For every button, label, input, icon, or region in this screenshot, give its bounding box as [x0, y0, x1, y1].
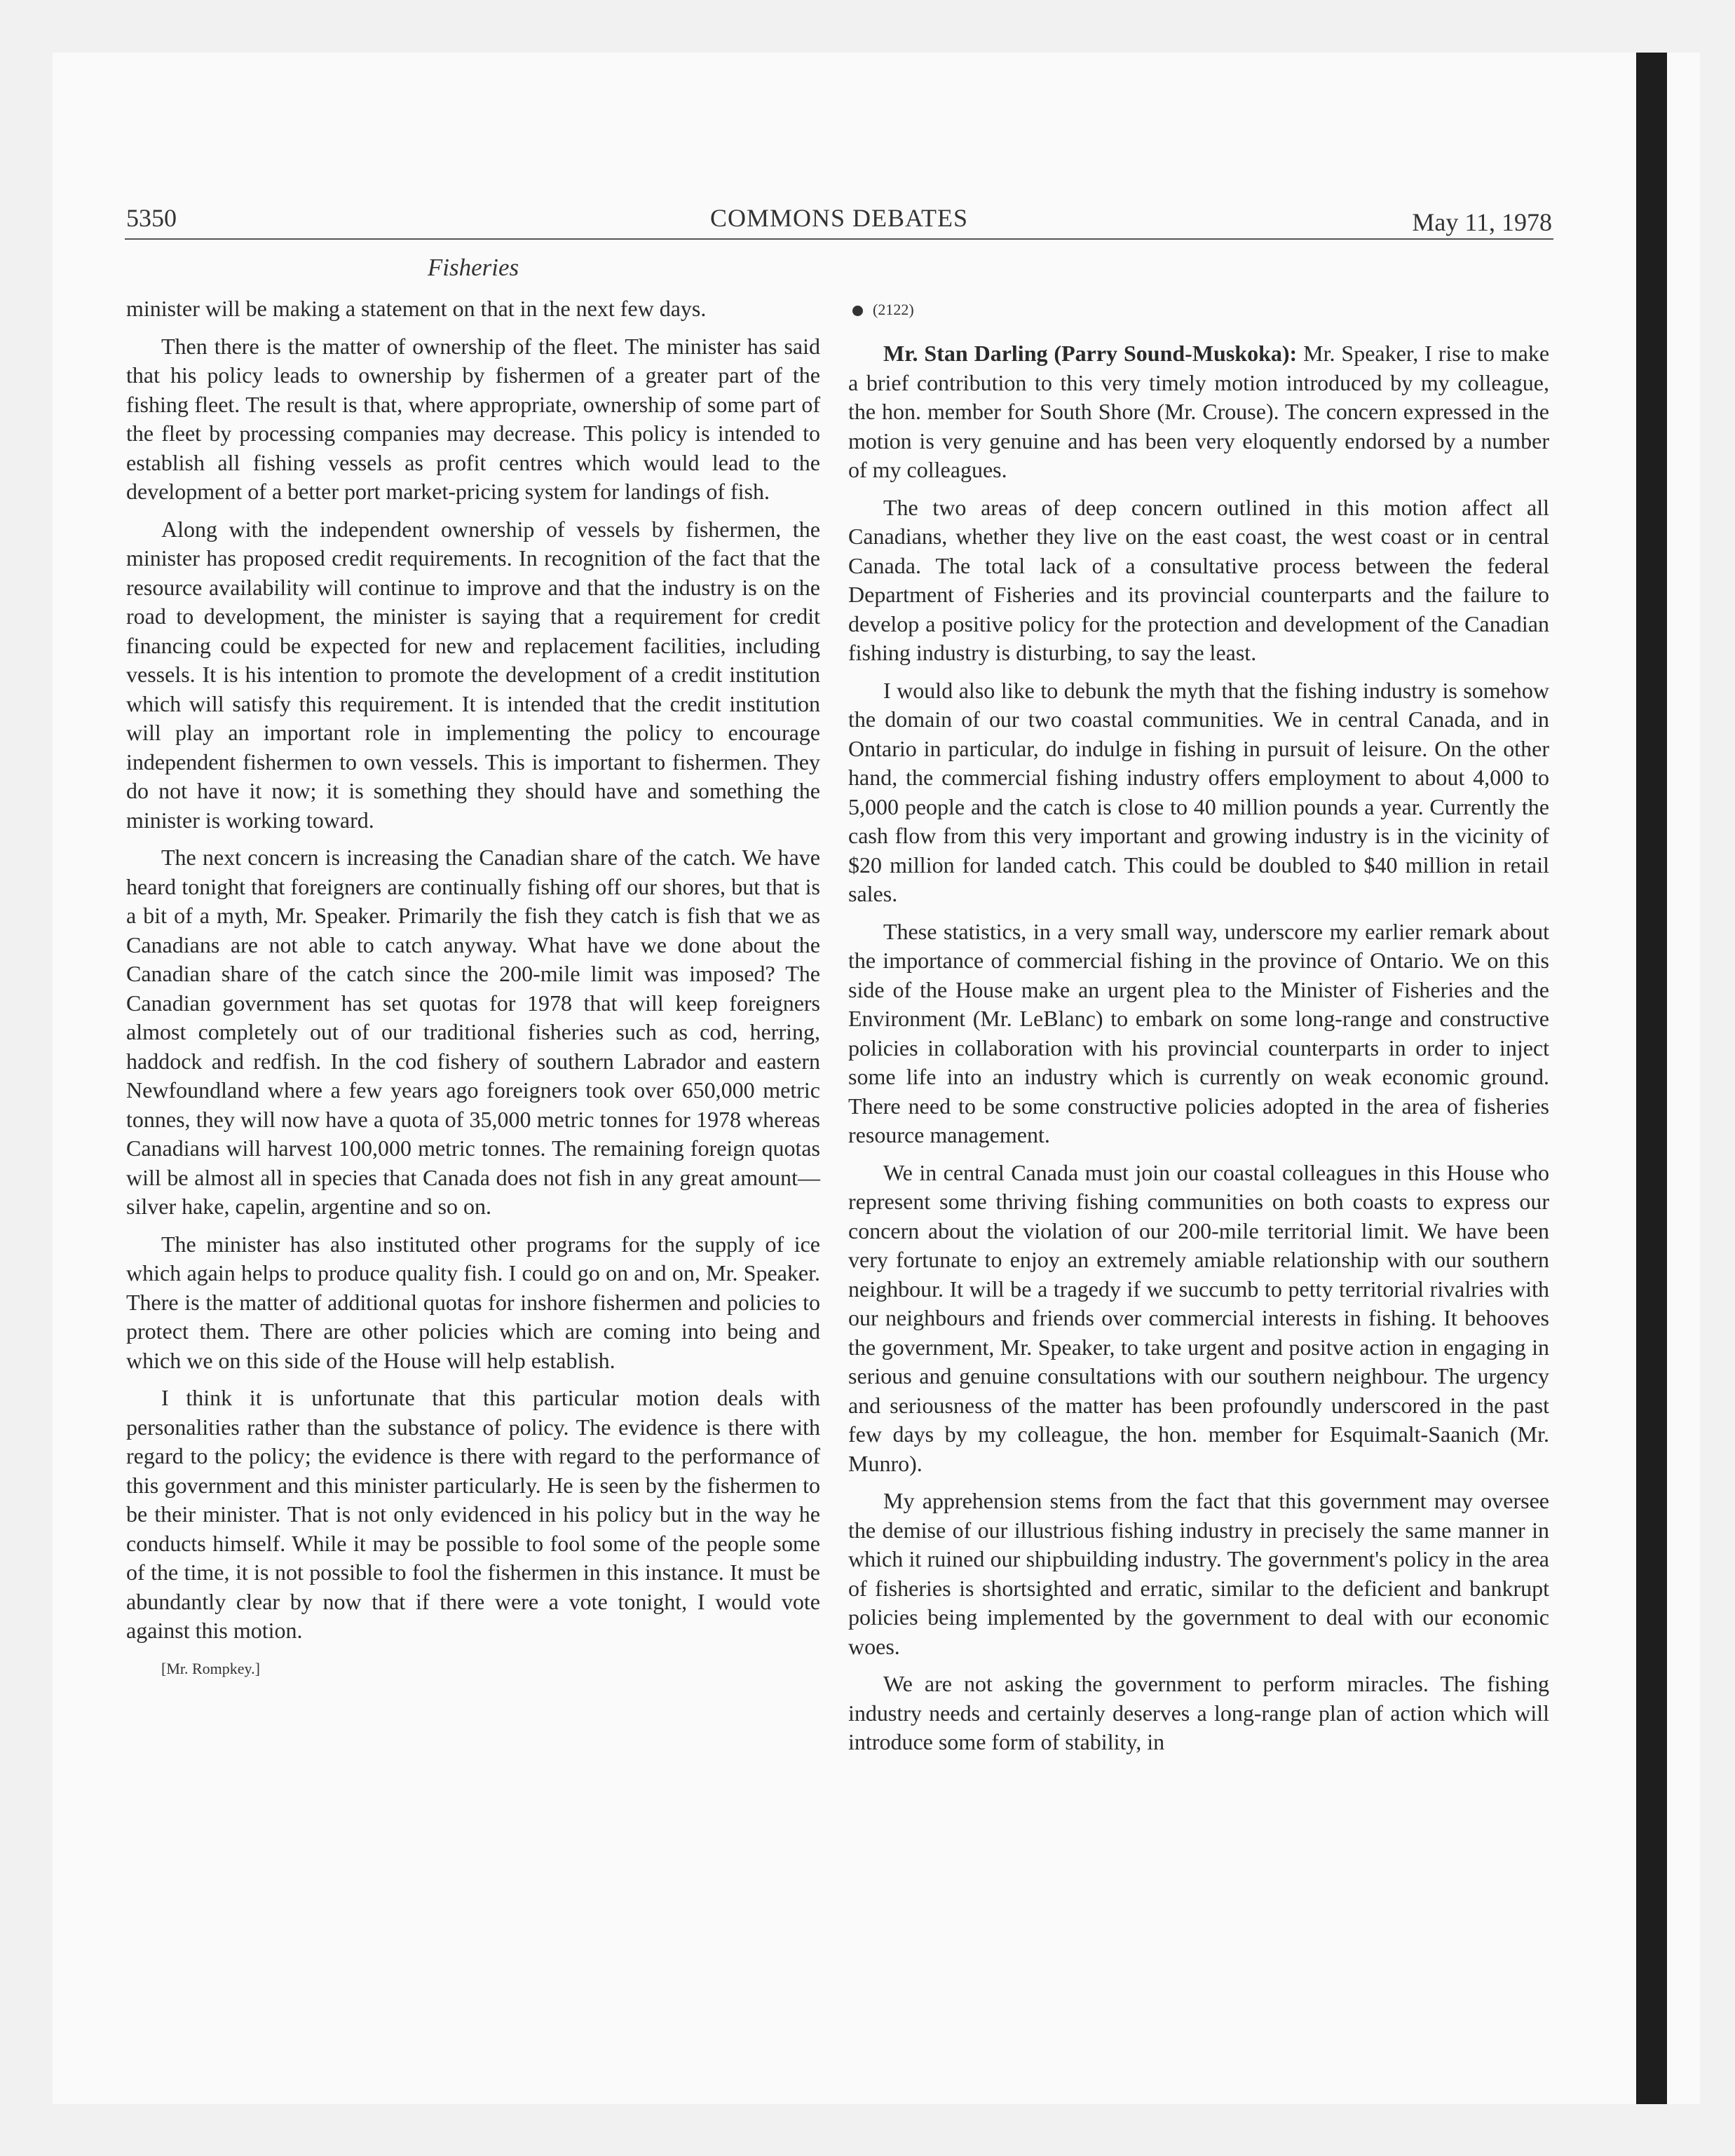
speaker-note: [Mr. Rompkey.]	[161, 1659, 260, 1677]
header-rule	[125, 238, 1553, 240]
paragraph	[848, 339, 1549, 485]
paragraph: Then there is the matter of ownership of the fleet. The minister has said that his policy leads to ownership by fishermen of a greater part of the fishing fleet. The result is that, where appropriate, ownership of some part of the fleet by processing companies may decrease. This policy is intended to establish all fishing vessels as profit centres which would lead to the development of a better port market-pricing system for landings of fish.	[126, 333, 820, 504]
paragraph: These statistics, in a very small way, underscore my earlier remark about the importance of commercial fishing in the province of Ontario. We on this side of the House make an urgent plea to the Minister of Fisheries and the Environment (Mr. LeBlanc) to embark on some long-range and constructive policies in collaboration with his provincial counterparts in order to inject some life into an industry which is currently on weak economic ground. There need to be some constructive policies adopted in the area of fisheries resource management.	[848, 918, 1549, 1147]
left-column	[126, 294, 820, 1691]
paragraph: My apprehension stems from the fact that this government may oversee the demise of our illustrious fishing industry in precisely the same manner in which it ruined our shipbuilding industry. The government's policy in the area of fisheries is shortsighted and erratic, similar to the deficient and bankrupt policies being implemented by the government to deal with our economic woes.	[848, 1488, 1549, 1659]
scan-edge-shadow	[1636, 53, 1667, 2104]
paragraph: Along with the independent ownership of vessels by fishermen, the minister has proposed credit requirements. In recognition of the fact that the resource availability will continue to improve and that the industry is on the road to development, the minister is saying that a requirement for credit financing could be expected for new and replacement facilities, including vessels. It is his intention to promote the development of a credit institution which will satisfy this requirement. It is intended that the credit institution will play an important role in implementing the policy to encourage independent fishermen to own vessels. This is important to fishermen. They do not have it now; it is something they should have and something the minister is working toward.	[126, 516, 820, 833]
time-stamp: (2122)	[873, 301, 914, 318]
paragraph: We in central Canada must join our coastal colleagues in this House who represent some thriving fishing communities on both coasts to express our concern about the violation of our 200-mile territorial limit. We have been very fortunate to enjoy an extremely amiable relationship with our southern neighbour. It will be a tragedy if we succumb to petty territorial rivalries with our neighbours and friends over commercial interests in fishing. It behooves the government, Mr. Speaker, to take urgent and positve action in engaging in serious and genuine consultations with our southern neighbour. The urgency and seriousness of the matter has been profoundly underscored in the past few days by my colleague, the hon. member for Esquimalt-Saanich (Mr. Munro).	[848, 1159, 1549, 1476]
paragraph: minister will be making a statement on that in the next few days.	[126, 296, 707, 321]
paragraph-text: Mr. Speaker, I rise to make a brief contribution to this very timely motion introduced by my colleague, the hon. member for South Shore (Mr. Crouse). The concern expressed in the motion is very genuine and has been very eloquently endorsed by a number of my colleagues.	[848, 341, 1550, 482]
speaker-name: Mr. Stan Darling (Parry Sound-Muskoka):	[883, 341, 1298, 366]
time-marker	[848, 294, 1549, 325]
paragraph: We are not asking the government to perform miracles. The fishing industry needs and certainly deserves a long-range plan of action which will introduce some form of stability, in	[848, 1671, 1549, 1754]
publication-title: COMMONS DEBATES	[709, 204, 969, 232]
page-number: 5350	[126, 204, 177, 232]
paragraph: I think it is unfortunate that this particular motion deals with personalities rather than the substance of policy. The evidence is there with regard to the policy; the evidence is there with regard to the performance of this government and this minister particularly. He is seen by the fishermen to be their minister. That is not only evidenced in his policy but in the way he conducts himself. While it may be possible to fool some of the people some of the time, it is not possible to fool the fishermen in this instance. It must be abundantly clear by now that if there were a vote tonight, I would vote against this motion.	[126, 1385, 820, 1643]
publication-date: May 11, 1978	[1412, 208, 1552, 236]
paragraph: The next concern is increasing the Canadian share of the catch. We have heard tonight that foreigners are continually fishing off our shores, but that is a bit of a myth, Mr. Speaker. Primarily the fish they catch is fish that we as Canadians are not able to catch anyway. What have we done about the Canadian share of the catch since the 200-mile limit was imposed? The Canadian government has set quotas for 1978 that will keep foreigners almost completely out of our traditional fisheries such as cod, herring, haddock and redfish. In the cod fishery of southern Labrador and eastern Newfoundland where a few years ago foreigners took over 650,000 metric tonnes, they will now have a quota of 35,000 metric tonnes for 1978 whereas Canadians will harvest 100,000 metric tonnes. The remaining foreign quotas will be almost all in species that Canada does not fish in any great amount—silver hake, capelin, argentine and so on.	[126, 845, 820, 1219]
paragraph: I would also like to debunk the myth that the fishing industry is somehow the domain of our two coastal communities. We in central Canada, and in Ontario in particular, do indulge in fishing in pursuit of leisure. On the other hand, the commercial fishing industry offers employment to about 4,000 to 5,000 people and the catch is close to 40 million pounds a year. Currently the cash flow from this very important and growing industry is in the vicinity of $20 million for landed catch. This could be doubled to $40 million in retail sales.	[848, 677, 1549, 906]
section-title: Fisheries	[427, 254, 519, 281]
right-column	[848, 294, 1549, 1766]
bullet-icon	[852, 306, 863, 316]
page-header	[126, 199, 1552, 241]
paragraph: The two areas of deep concern outlined in this motion affect all Canadians, whether they live on the east coast, the west coast or in central Canada. The total lack of a consultative process between the federal Department of Fisheries and its provincial counterparts and the failure to develop a positive policy for the protection and development of the Canadian fishing industry is disturbing, to say the least.	[848, 494, 1549, 665]
paragraph: The minister has also instituted other programs for the supply of ice which again helps to produce quality fish. I could go on and on, Mr. Speaker. There is the matter of additional quotas for inshore fishermen and policies to protect them. There are other policies which are coming into being and which we on this side of the House will help establish.	[126, 1231, 820, 1373]
